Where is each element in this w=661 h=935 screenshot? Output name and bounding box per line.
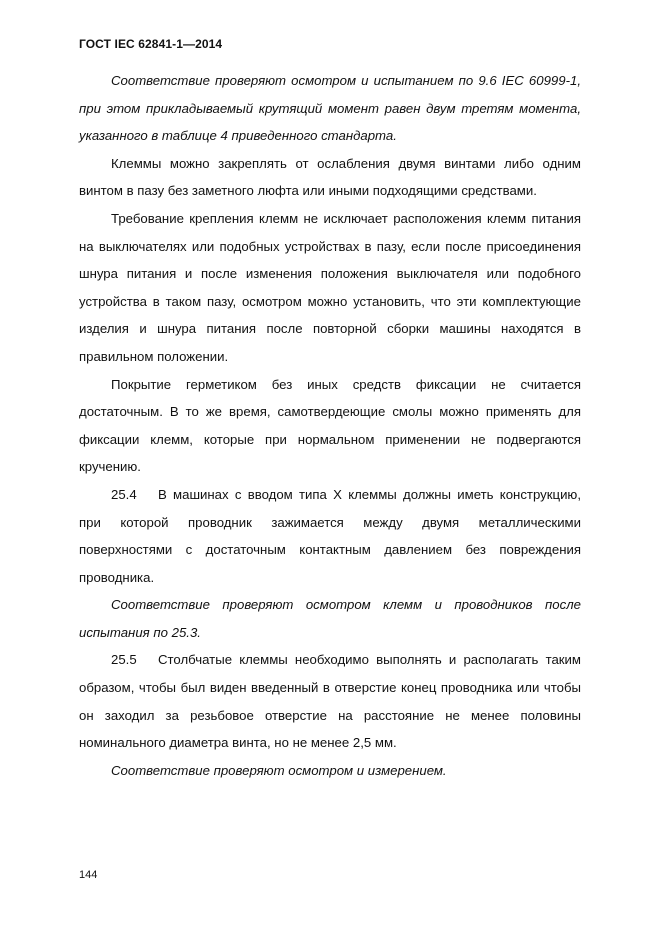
paragraph-text: Соответствие проверяют осмотром клемм и проводников после испытания по 25.3.: [79, 597, 581, 640]
paragraph-text: Покрытие герметиком без иных средств фиксации не считается достаточным. В то же время, самотвердеющие смолы можно применять для фиксации клемм, которые при нормальном применении не подвергаются кручению.: [79, 376, 581, 475]
clause-25-5: [79, 646, 581, 756]
paragraph-text: Требование крепления клемм не исключает расположения клемм питания на выключателях или подобных устройствах в пазу, если после присоединения шнура питания и после изменения положения выключателя или подобного устройства в таком пазу, осмотром можно установить, что эти комплектующие изделия и шнура питания после повторной сборки машины находятся в правильном положении.: [79, 210, 581, 364]
paragraph-sealing-compound: [79, 371, 581, 481]
paragraph-text: Клеммы можно закреплять от ослабления двумя винтами либо одним винтом в пазу без заметного люфта или иными подходящими средствами.: [79, 155, 581, 199]
body-text: [79, 67, 581, 784]
paragraph-text: Соответствие проверяют осмотром и измерением.: [111, 762, 447, 778]
clause-25-4: [79, 481, 581, 591]
paragraph-terminal-fixing: [79, 205, 581, 371]
page-number: 144: [79, 869, 98, 881]
compliance-note-conductors: [79, 591, 581, 646]
clause-number: 25.5: [111, 652, 137, 668]
clause-number: 25.4: [111, 486, 137, 502]
compliance-note-measurement: [79, 757, 581, 785]
standard-header: ГОСТ IEC 62841-1—2014: [79, 37, 223, 51]
paragraph-text: Соответствие проверяют осмотром и испытанием по 9.6 IEC 60999-1, при этом прикладываемый крутящий момент равен двум третям момента, указанного в таблице 4 приведенного стандарта.: [79, 73, 581, 144]
paragraph-text: Столбчатые клеммы необходимо выполнять и располагать таким образом, чтобы был виден введенный в отверстие конец проводника или чтобы он заходил за резьбовое отверстие на расстояние не менее половины номинального диаметра винта, но не менее 2,5 мм.: [79, 652, 581, 751]
paragraph-screws: [79, 150, 581, 205]
compliance-note-torque: [79, 67, 581, 150]
paragraph-text: В машинах с вводом типа X клеммы должны иметь конструкцию, при которой проводник зажимается между двумя металлическими поверхностями с достаточным контактным давлением без повреждения проводника.: [79, 486, 581, 585]
